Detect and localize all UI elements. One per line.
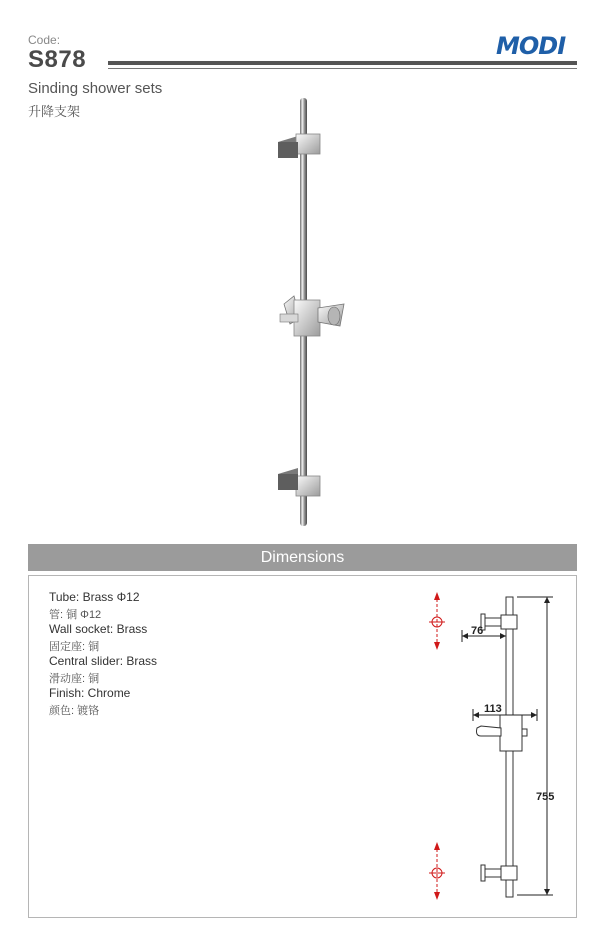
header-divider bbox=[108, 61, 577, 65]
header-divider-thin bbox=[108, 68, 577, 69]
product-title-en: Sinding shower sets bbox=[28, 80, 163, 97]
product-title-cn: 升降支架 bbox=[28, 104, 81, 119]
spec-finish: Finish: Chrome bbox=[49, 686, 131, 700]
dim-755-label: 755 bbox=[536, 791, 555, 803]
spec-wall-socket: Wall socket: Brass bbox=[49, 622, 148, 636]
bottom-marker-arrow-down bbox=[434, 892, 440, 900]
drawing-bottom-socket bbox=[481, 865, 517, 881]
top-marker-arrow-down bbox=[434, 642, 440, 650]
code-label: Code: bbox=[28, 33, 61, 47]
dimensions-heading: Dimensions bbox=[260, 549, 345, 566]
central-slider bbox=[280, 296, 344, 336]
spec-tube-cn: 管: 铜 Φ12 bbox=[49, 609, 102, 621]
dimensions-heading-bar bbox=[28, 544, 577, 571]
top-wall-socket bbox=[278, 134, 320, 158]
spec-tube: Tube: Brass Φ12 bbox=[49, 590, 140, 604]
spec-central-slider: Central slider: Brass bbox=[49, 654, 158, 668]
bottom-marker-arrow-up bbox=[434, 842, 440, 850]
dim-113-label: 113 bbox=[484, 703, 502, 715]
spec-central-slider-cn: 滑动座: 铜 bbox=[49, 673, 100, 685]
dim-76-label: 76 bbox=[471, 625, 484, 637]
bottom-wall-socket bbox=[278, 468, 320, 496]
drawing-slider bbox=[477, 715, 528, 751]
product-code: S878 bbox=[28, 46, 87, 73]
spec-finish-cn: 颜色: 镀铬 bbox=[49, 705, 100, 717]
spec-wall-socket-cn: 固定座: 铜 bbox=[49, 641, 100, 653]
technical-drawing bbox=[425, 586, 565, 911]
top-center-marker bbox=[429, 594, 445, 648]
dimensions-panel bbox=[28, 575, 577, 918]
brand-logo: MODI bbox=[496, 32, 566, 60]
drawing-top-socket bbox=[481, 614, 517, 630]
top-marker-arrow-up bbox=[434, 592, 440, 600]
dim-76-line bbox=[462, 630, 506, 642]
bottom-center-marker bbox=[429, 844, 445, 898]
product-image bbox=[260, 96, 360, 528]
